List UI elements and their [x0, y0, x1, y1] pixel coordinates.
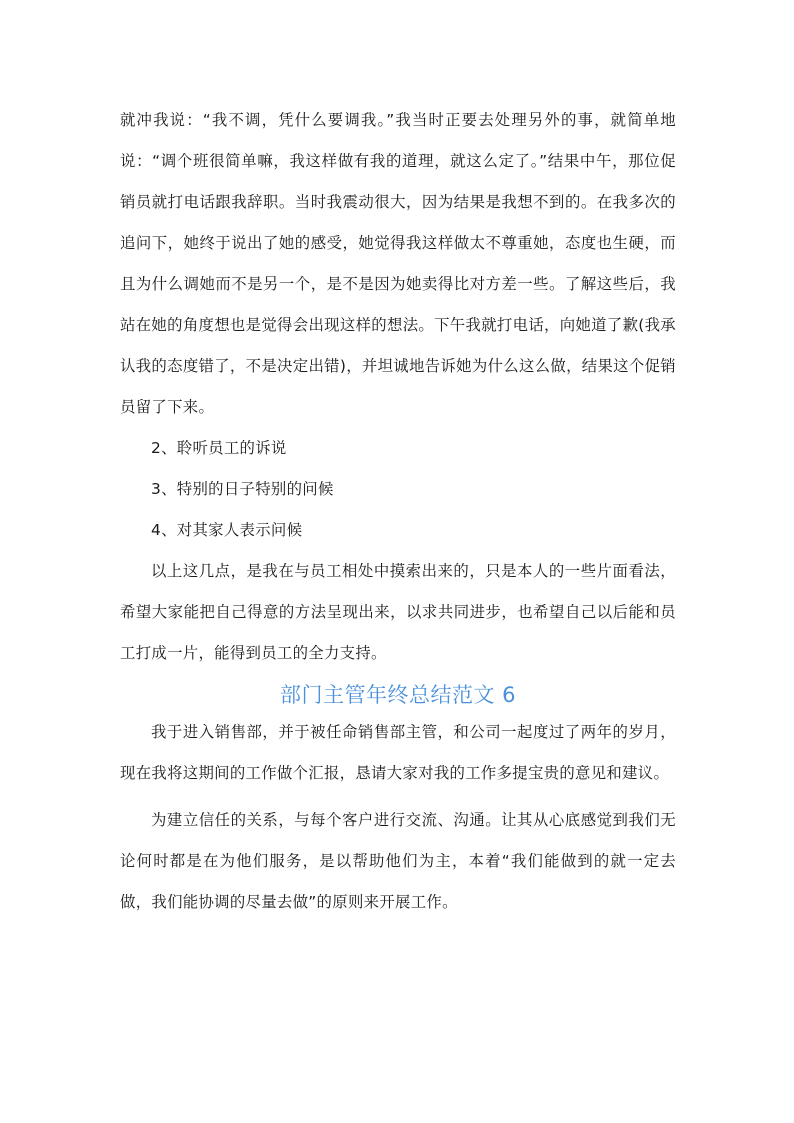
list-item-4: 4、对其家人表示问候	[151, 521, 303, 539]
document-page	[120, 100, 676, 923]
section-heading: 部门主管年终总结范文 6	[279, 683, 517, 707]
body-paragraph-4: 为建立信任的关系，与每个客户进行交流、沟通。让其从心底感觉到我们无论何时都是在为他们服务，是以帮助他们为主，本着“我们能做到的就一定去做，我们能协调的尽量去做”的原则来开展工作。	[120, 811, 676, 911]
list-item-3: 3、特别的日子特别的问候	[151, 480, 334, 498]
body-paragraph-3: 我于进入销售部，并于被任命销售部主管，和公司一起度过了两年的岁月，现在我将这期间的工作做个汇报，恳请大家对我的工作多提宝贵的意见和建议。	[120, 723, 676, 782]
list-item-2: 2、聆听员工的诉说	[151, 439, 287, 457]
body-paragraph-1: 就冲我说：“我不调，凭什么要调我。”我当时正要去处理另外的事，就简单地说：“调个班很简单嘛，我这样做有我的道理，就这么定了。”结果中午，那位促销员就打电话跟我辞职。当时我震动很大，因为结果是我想不到的。在我多次的追问下，她终于说出了她的感受，她觉得我这样做太不尊重她，态度也生硬，而且为什么调她而不是另一个，是不是因为她卖得比对方差一些。了解这些后，我站在她的角度想也是觉得会出现这样的想法。下午我就打电话，向她道了歉(我承认我的态度错了，不是决定出错)，并坦诚地告诉她为什么这么做，结果这个促销员留了下来。	[120, 111, 676, 416]
body-paragraph-2: 以上这几点，是我在与员工相处中摸索出来的，只是本人的一些片面看法，希望大家能把自己得意的方法呈现出来，以求共同进步，也希望自己以后能和员工打成一片，能得到员工的全力支持。	[120, 562, 676, 662]
numbered-list	[120, 428, 676, 551]
